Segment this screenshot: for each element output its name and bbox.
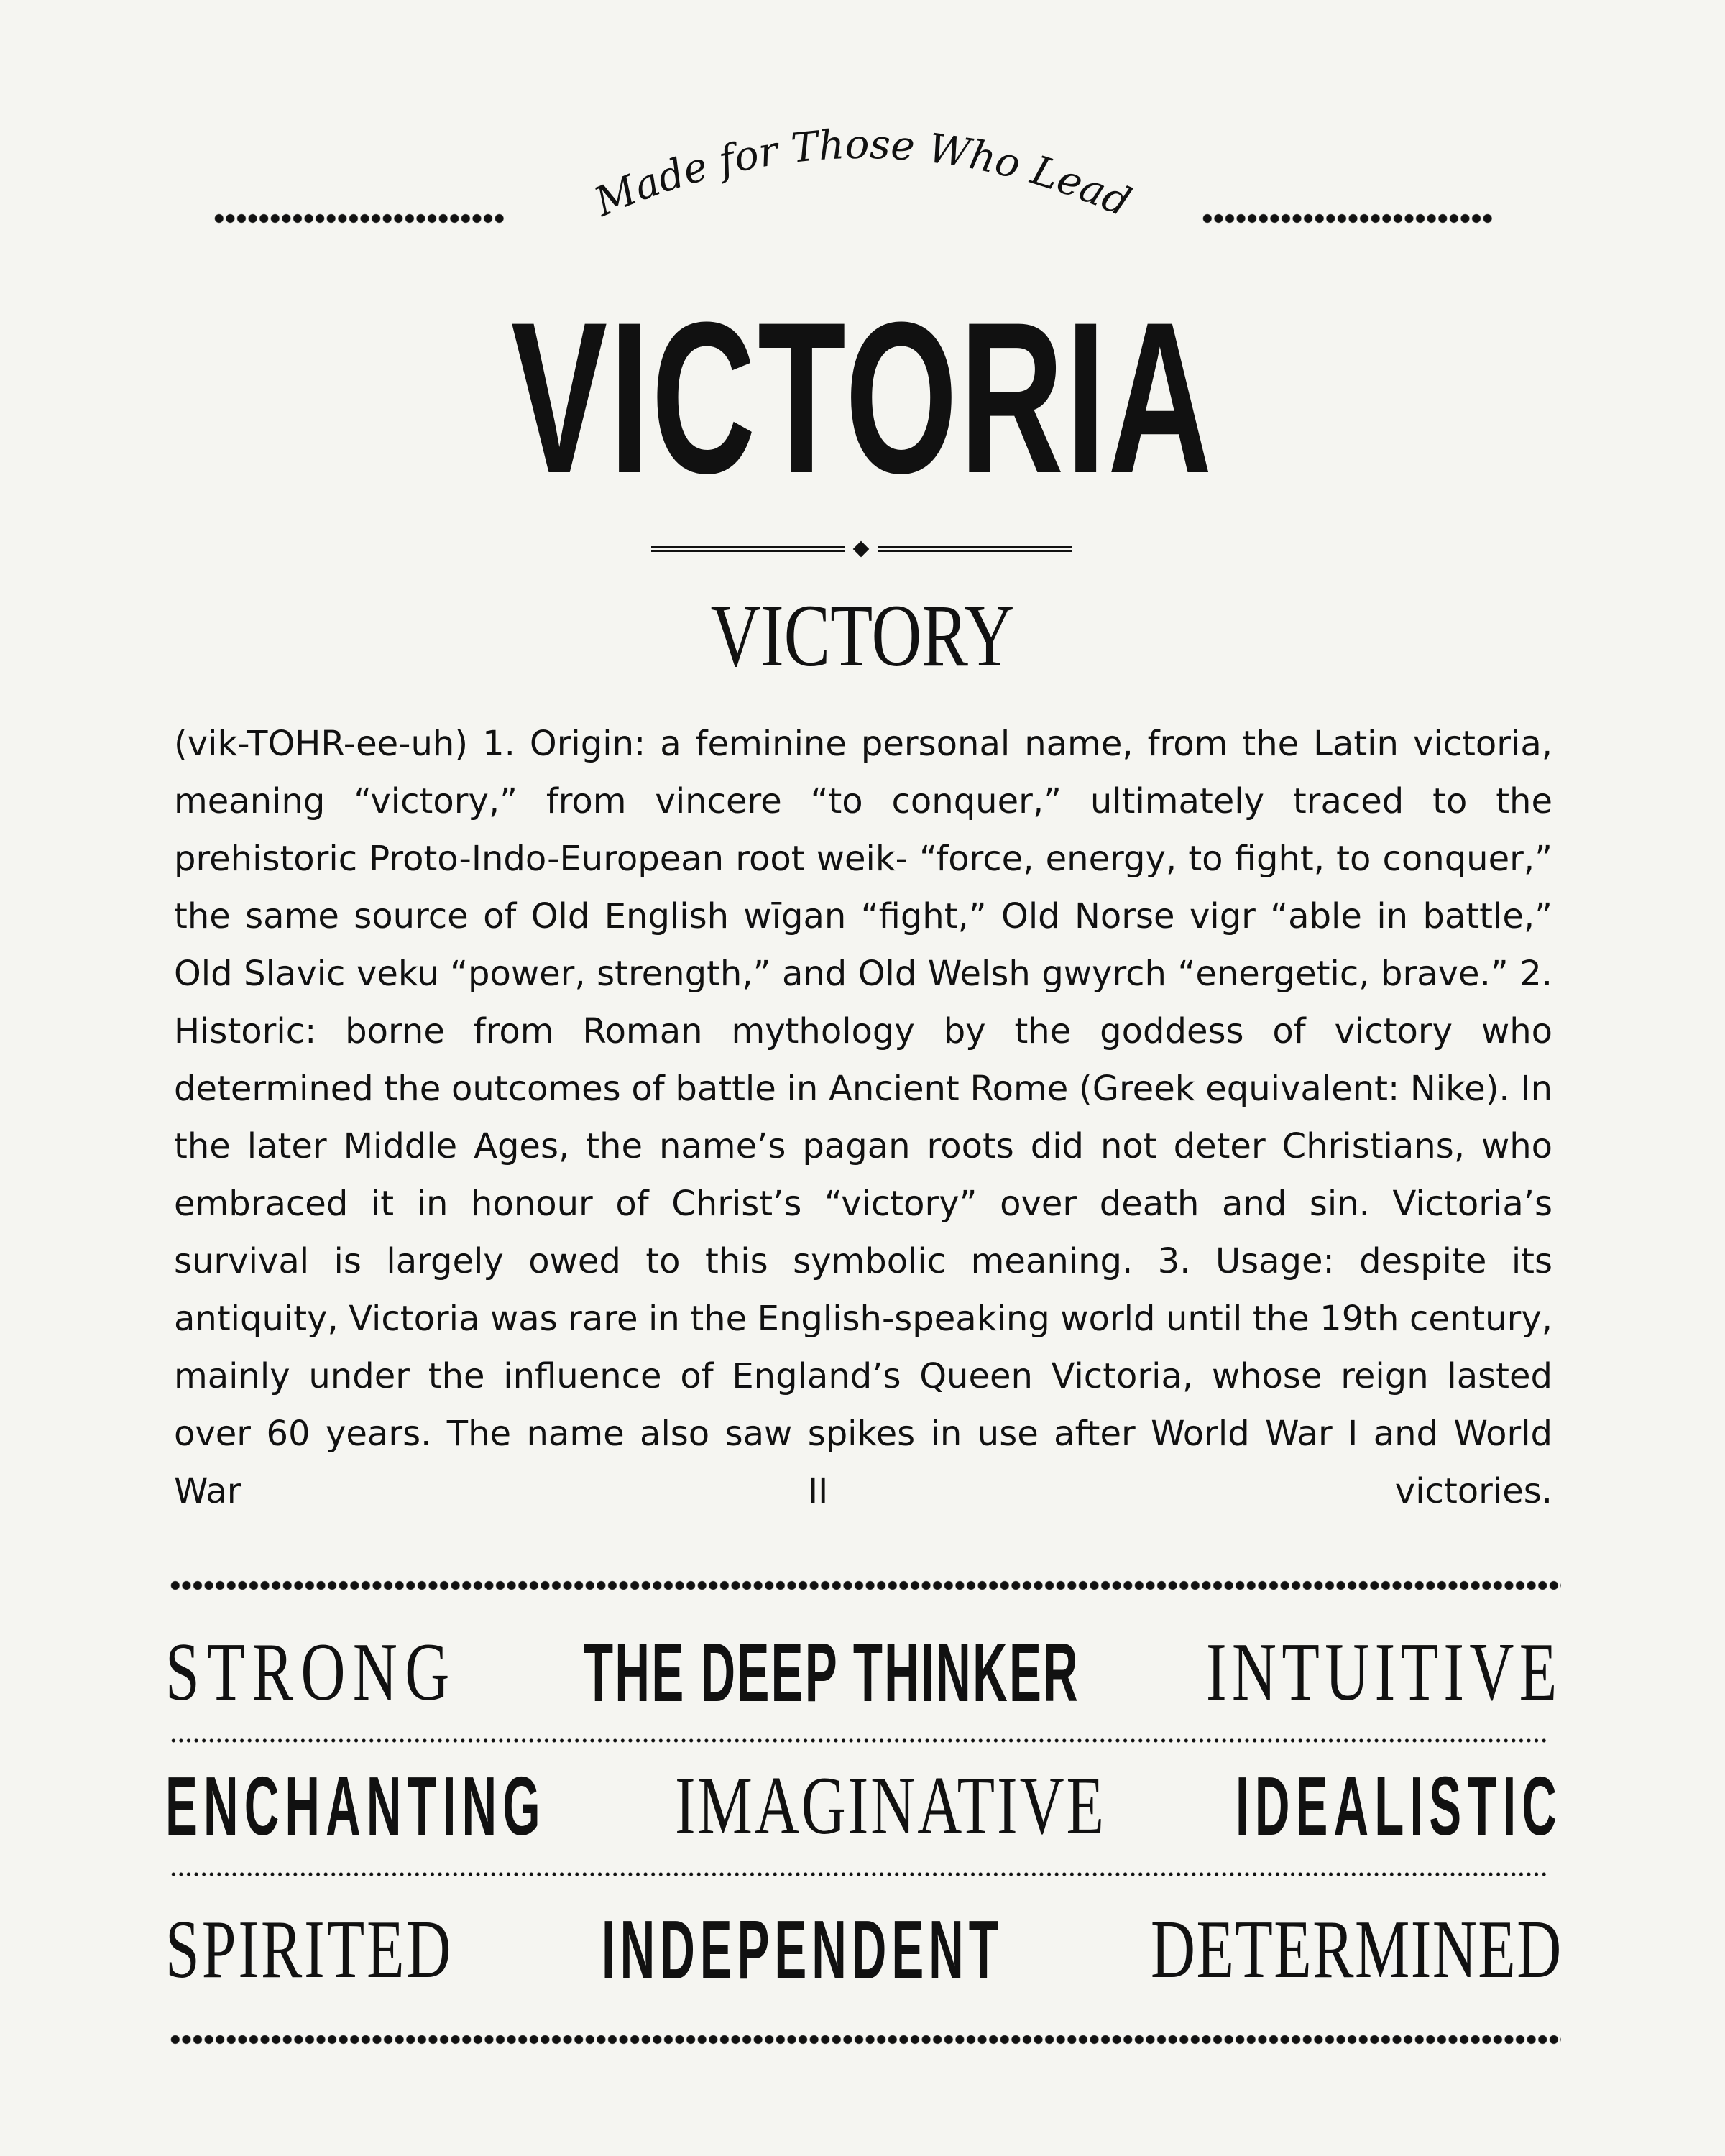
trait-spirited: SPIRITED	[165, 1904, 454, 1996]
divider-left-line	[651, 546, 845, 552]
traits-bottom-dotted-rule	[170, 2035, 1561, 2045]
top-right-dotted-rule	[1202, 213, 1494, 224]
traits-separator-1	[170, 1738, 1550, 1743]
trait-idealistic: IDEALISTIC	[1236, 1759, 1563, 1853]
svg-text:Made for Those Who Lead	[587, 121, 1137, 226]
name-title: VICTORIA	[510, 277, 1215, 518]
name-meaning: VICTORY	[710, 586, 1015, 685]
trait-strong: STRONG	[165, 1626, 457, 1718]
trait-intuitive: INTUITIVE	[1206, 1626, 1563, 1718]
traits-row-1	[165, 1626, 1563, 1719]
divider-diamond	[853, 541, 870, 558]
divider-right-line	[878, 546, 1072, 552]
trait-determined: DETERMINED	[1151, 1904, 1563, 1996]
traits-separator-2	[170, 1872, 1550, 1876]
traits-row-3	[165, 1903, 1563, 1996]
traits-row-2	[165, 1759, 1563, 1853]
tagline	[546, 108, 1179, 266]
trait-independent: INDEPENDENT	[601, 1903, 1003, 1996]
trait-enchanting: ENCHANTING	[165, 1759, 546, 1853]
trait-the-deep-thinker: THE DEEP THINKER	[583, 1626, 1080, 1719]
tagline-text: Made for Those Who Lead	[588, 121, 1138, 226]
top-left-dotted-rule	[213, 213, 505, 224]
definition-paragraph: (vik-TOHR-ee-uh) 1. Origin: a feminine personal name, from the Latin victoria, meaning “victory,” from vincere “to conquer,” ultimately traced to the prehistoric Proto-Indo-European root weik- “force, energy, to fight, to conquer,” the same source of Old English wīgan “fight,” Old Norse vigr “able in battle,” Old Slavic veku “power, strength,” and Old Welsh gwyrch “energetic, brave.” 2. Historic: borne from Roman mythology by the goddess of victory who determined the outcomes of battle in Ancient Rome (Greek equivalent: Nike). In the later Middle Ages, the name’s pagan roots did not deter Christians, who embraced it in honour of Christ’s “victory” over death and sin. Victoria’s survival is largely owed to this symbolic meaning. 3. Usage: despite its antiquity, Victoria was rare in the English-speaking world until the 19th century, mainly under the influence of England’s Queen Victoria, whose reign lasted over 60 years. The name also saw spikes in use after World War I and World War II victories.	[174, 724, 1552, 1511]
traits-top-dotted-rule	[170, 1580, 1561, 1590]
trait-imaginative: IMAGINATIVE	[675, 1760, 1107, 1852]
